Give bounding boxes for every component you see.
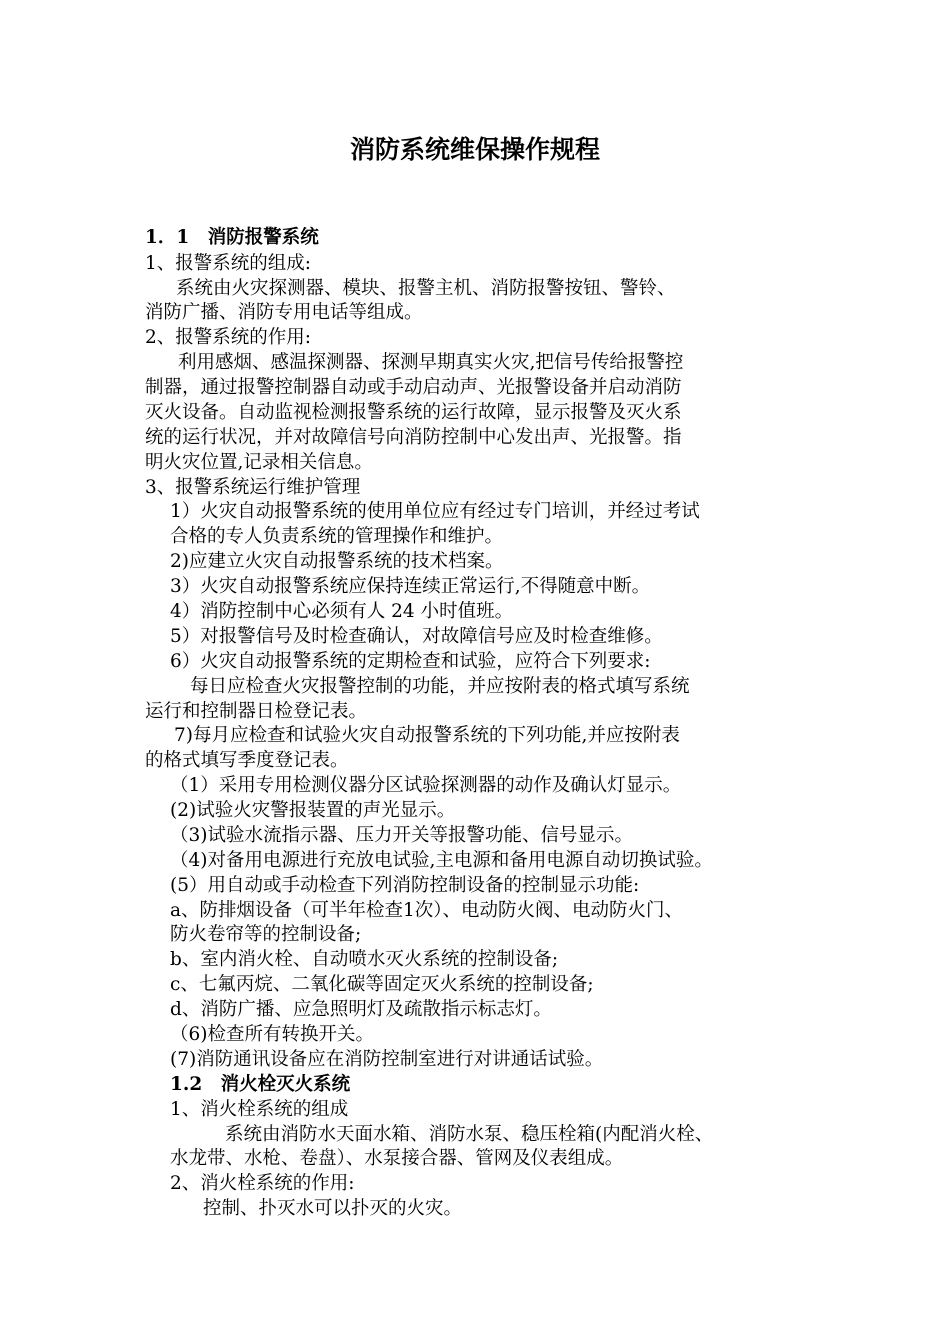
text-line: 3、报警系统运行维护管理 <box>145 477 361 498</box>
section-heading-1-2: 1.2 消火栓灭火系统 <box>170 1074 351 1095</box>
text-line: (2)试验火灾警报装置的声光显示。 <box>170 800 456 821</box>
text-line: 2)应建立火灾自动报警系统的技术档案。 <box>170 551 504 572</box>
text-line: 的格式填写季度登记表。 <box>145 750 349 771</box>
document-title: 消防系统维保操作规程 <box>349 135 600 164</box>
text-line: 系统由火灾探测器、模块、报警主机、消防报警按钮、警铃、 <box>176 278 676 299</box>
text-line: （1）采用专用检测仪器分区试验探测器的动作及确认灯显示。 <box>170 775 682 796</box>
text-line: 制器，通过报警控制器自动或手动启动声、光报警设备并启动消防 <box>145 377 682 398</box>
text-line: (5）用自动或手动检查下列消防控制设备的控制显示功能: <box>170 875 640 896</box>
text-line: 控制、扑灭水可以扑灭的火灾。 <box>203 1198 463 1219</box>
text-line: 7)每月应检查和试验火灾自动报警系统的下列功能,并应按附表 <box>174 725 680 746</box>
text-line: 运行和控制器日检登记表。 <box>145 701 368 722</box>
text-line: 1、消火栓系统的组成 <box>170 1099 349 1120</box>
text-line: (7)消防通讯设备应在消防控制室进行对讲通话试验。 <box>170 1049 604 1070</box>
section-heading-1-1: 1．1 消防报警系统 <box>145 227 319 248</box>
text-line: 水龙带、水枪、卷盘）、水泵接合器、管网及仪表组成。 <box>170 1148 624 1169</box>
text-line: c、七氟丙烷、二氧化碳等固定灭火系统的控制设备; <box>170 974 594 995</box>
text-line: （3)试验水流指示器、压力开关等报警功能、信号显示。 <box>170 825 633 846</box>
text-line: 利用感烟、感温探测器、探测早期真实火灾,把信号传给报警控 <box>178 352 684 373</box>
text-line: 系统由消防水天面水箱、消防水泵、稳压栓箱(内配消火栓、 <box>225 1124 714 1145</box>
text-line: 2、报警系统的作用: <box>145 327 312 348</box>
text-line: 统的运行状况，并对故障信号向消防控制中心发出声、光报警。指 <box>145 427 682 448</box>
text-line: 6）火灾自动报警系统的定期检查和试验，应符合下列要求: <box>170 651 651 672</box>
text-line: 2、消火栓系统的作用: <box>170 1173 355 1194</box>
text-line: 灭火设备。自动监视检测报警系统的运行故障，显示报警及灭火系 <box>145 402 682 423</box>
text-line: 4）消防控制中心必须有人 24 小时值班。 <box>170 601 514 622</box>
text-line: 明火灾位置,记录相关信息。 <box>145 452 373 473</box>
text-line: 合格的专人负责系统的管理操作和维护。 <box>170 526 504 547</box>
text-line: b、室内消火栓、自动喷水灭火系统的控制设备; <box>170 949 559 970</box>
text-line: 防火卷帘等的控制设备; <box>170 924 362 945</box>
text-line: （4)对备用电源进行充放电试验,主电源和备用电源自动切换试验。 <box>170 850 713 871</box>
text-line: （6)检查所有转换开关。 <box>170 1024 374 1045</box>
text-line: 每日应检查火灾报警控制的功能，并应按附表的格式填写系统 <box>190 676 690 697</box>
text-line: d、消防广播、应急照明灯及疏散指示标志灯。 <box>170 999 552 1020</box>
text-line: 1、报警系统的组成: <box>145 253 312 274</box>
text-line: 消防广播、消防专用电话等组成。 <box>145 302 423 323</box>
text-line: 5）对报警信号及时检查确认，对故障信号应及时检查维修。 <box>170 626 663 647</box>
text-line: 3）火灾自动报警系统应保持连续正常运行,不得随意中断。 <box>170 576 651 597</box>
text-line: a、防排烟设备（可半年检查1次）、电动防火阀、电动防火门、 <box>170 900 684 921</box>
text-line: 1）火灾自动报警系统的使用单位应有经过专门培训，并经过考试 <box>170 501 700 522</box>
